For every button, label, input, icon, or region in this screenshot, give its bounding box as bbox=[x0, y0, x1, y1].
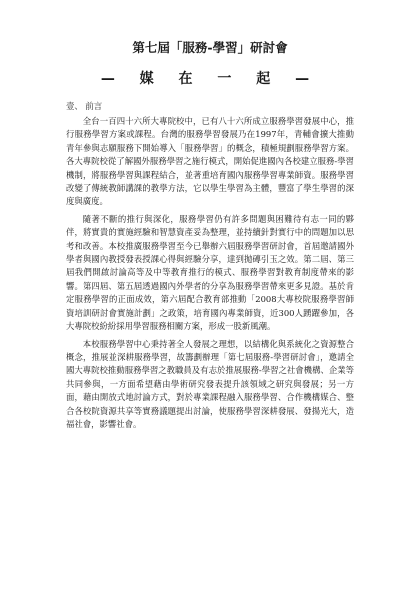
paragraph-1: 全台一百四十六所大專院校中，已有八十六所成立服務學習發展中心，推行服務學習方案或課程。台灣的服務學習發展乃在1997年，青輔會擴大推動青年參與志願服務下開始導入「服務學習」的概念，積極規劃服務學習方案。各大專院校從了解國外服務學習之施行模式，開始促進國內各校建立服務-學習機制，將服務學習與課程結合，並著重培育國內服務學習專業師資。服務學習改變了傳統教師講課的教學方法，它以學生學習為主體，豐富了學生學習的深度與廣度。 bbox=[66, 116, 354, 207]
section-heading: 壹、 前言 bbox=[66, 101, 103, 111]
paragraph-2: 隨著不斷的推行與深化，服務學習仍有許多問題與困難待有志一同的夥伴，將實貴的實施經驗和智慧資產妥為整理，並持續針對實行中的問題加以思考和改善。本校推廣服務學習至今已舉辦六屆服務學習研討會，首屆邀請國外學者與國內教授發表授課心得與經驗分享，達到拋磚引玉之效。第二屆、第三屆我們開啟討論高等及中等教育推行的模式、服務學習對教育制度帶來的影響。第四屆、第五屆透過國內外學者的分享為服務學習帶來更多見證。基於肯定服務學習的正面成效，第六屆配合教育部推動「2008大專校院服務學習師資培訓研討會實施計劃」之政策，培育國內專業師資，近300人踴躍參加，各大專院校紛紛採用學習服務相關方案，形成一股新風潮。 bbox=[66, 213, 354, 332]
document-subtitle: — 媒 在 一 起 — bbox=[100, 71, 320, 87]
paragraph-3: 本校服務學習中心秉持著全人發展之理想，以結構化與系統化之資源整合概念，推展並深耕服務學習，故籌劃辦理「第七屆服務-學習研討會」，邀請全國大專院校推動服務學習之教職員及有志於推展服務-學習之社會機構、企業等共同參與，一方面希望藉由學術研究發表提升該領域之研究與發展；另一方面，藉由開放式地討論方式，對於專業課程融入服務學習、合作機構媒合、整合各校院資源共享等實務議題提出討論，使服務學習深耕發展、發揚光大，造福社會，影響社會。 bbox=[66, 338, 354, 429]
document-title: 第七屆「服務-學習」研討會 bbox=[132, 40, 288, 55]
